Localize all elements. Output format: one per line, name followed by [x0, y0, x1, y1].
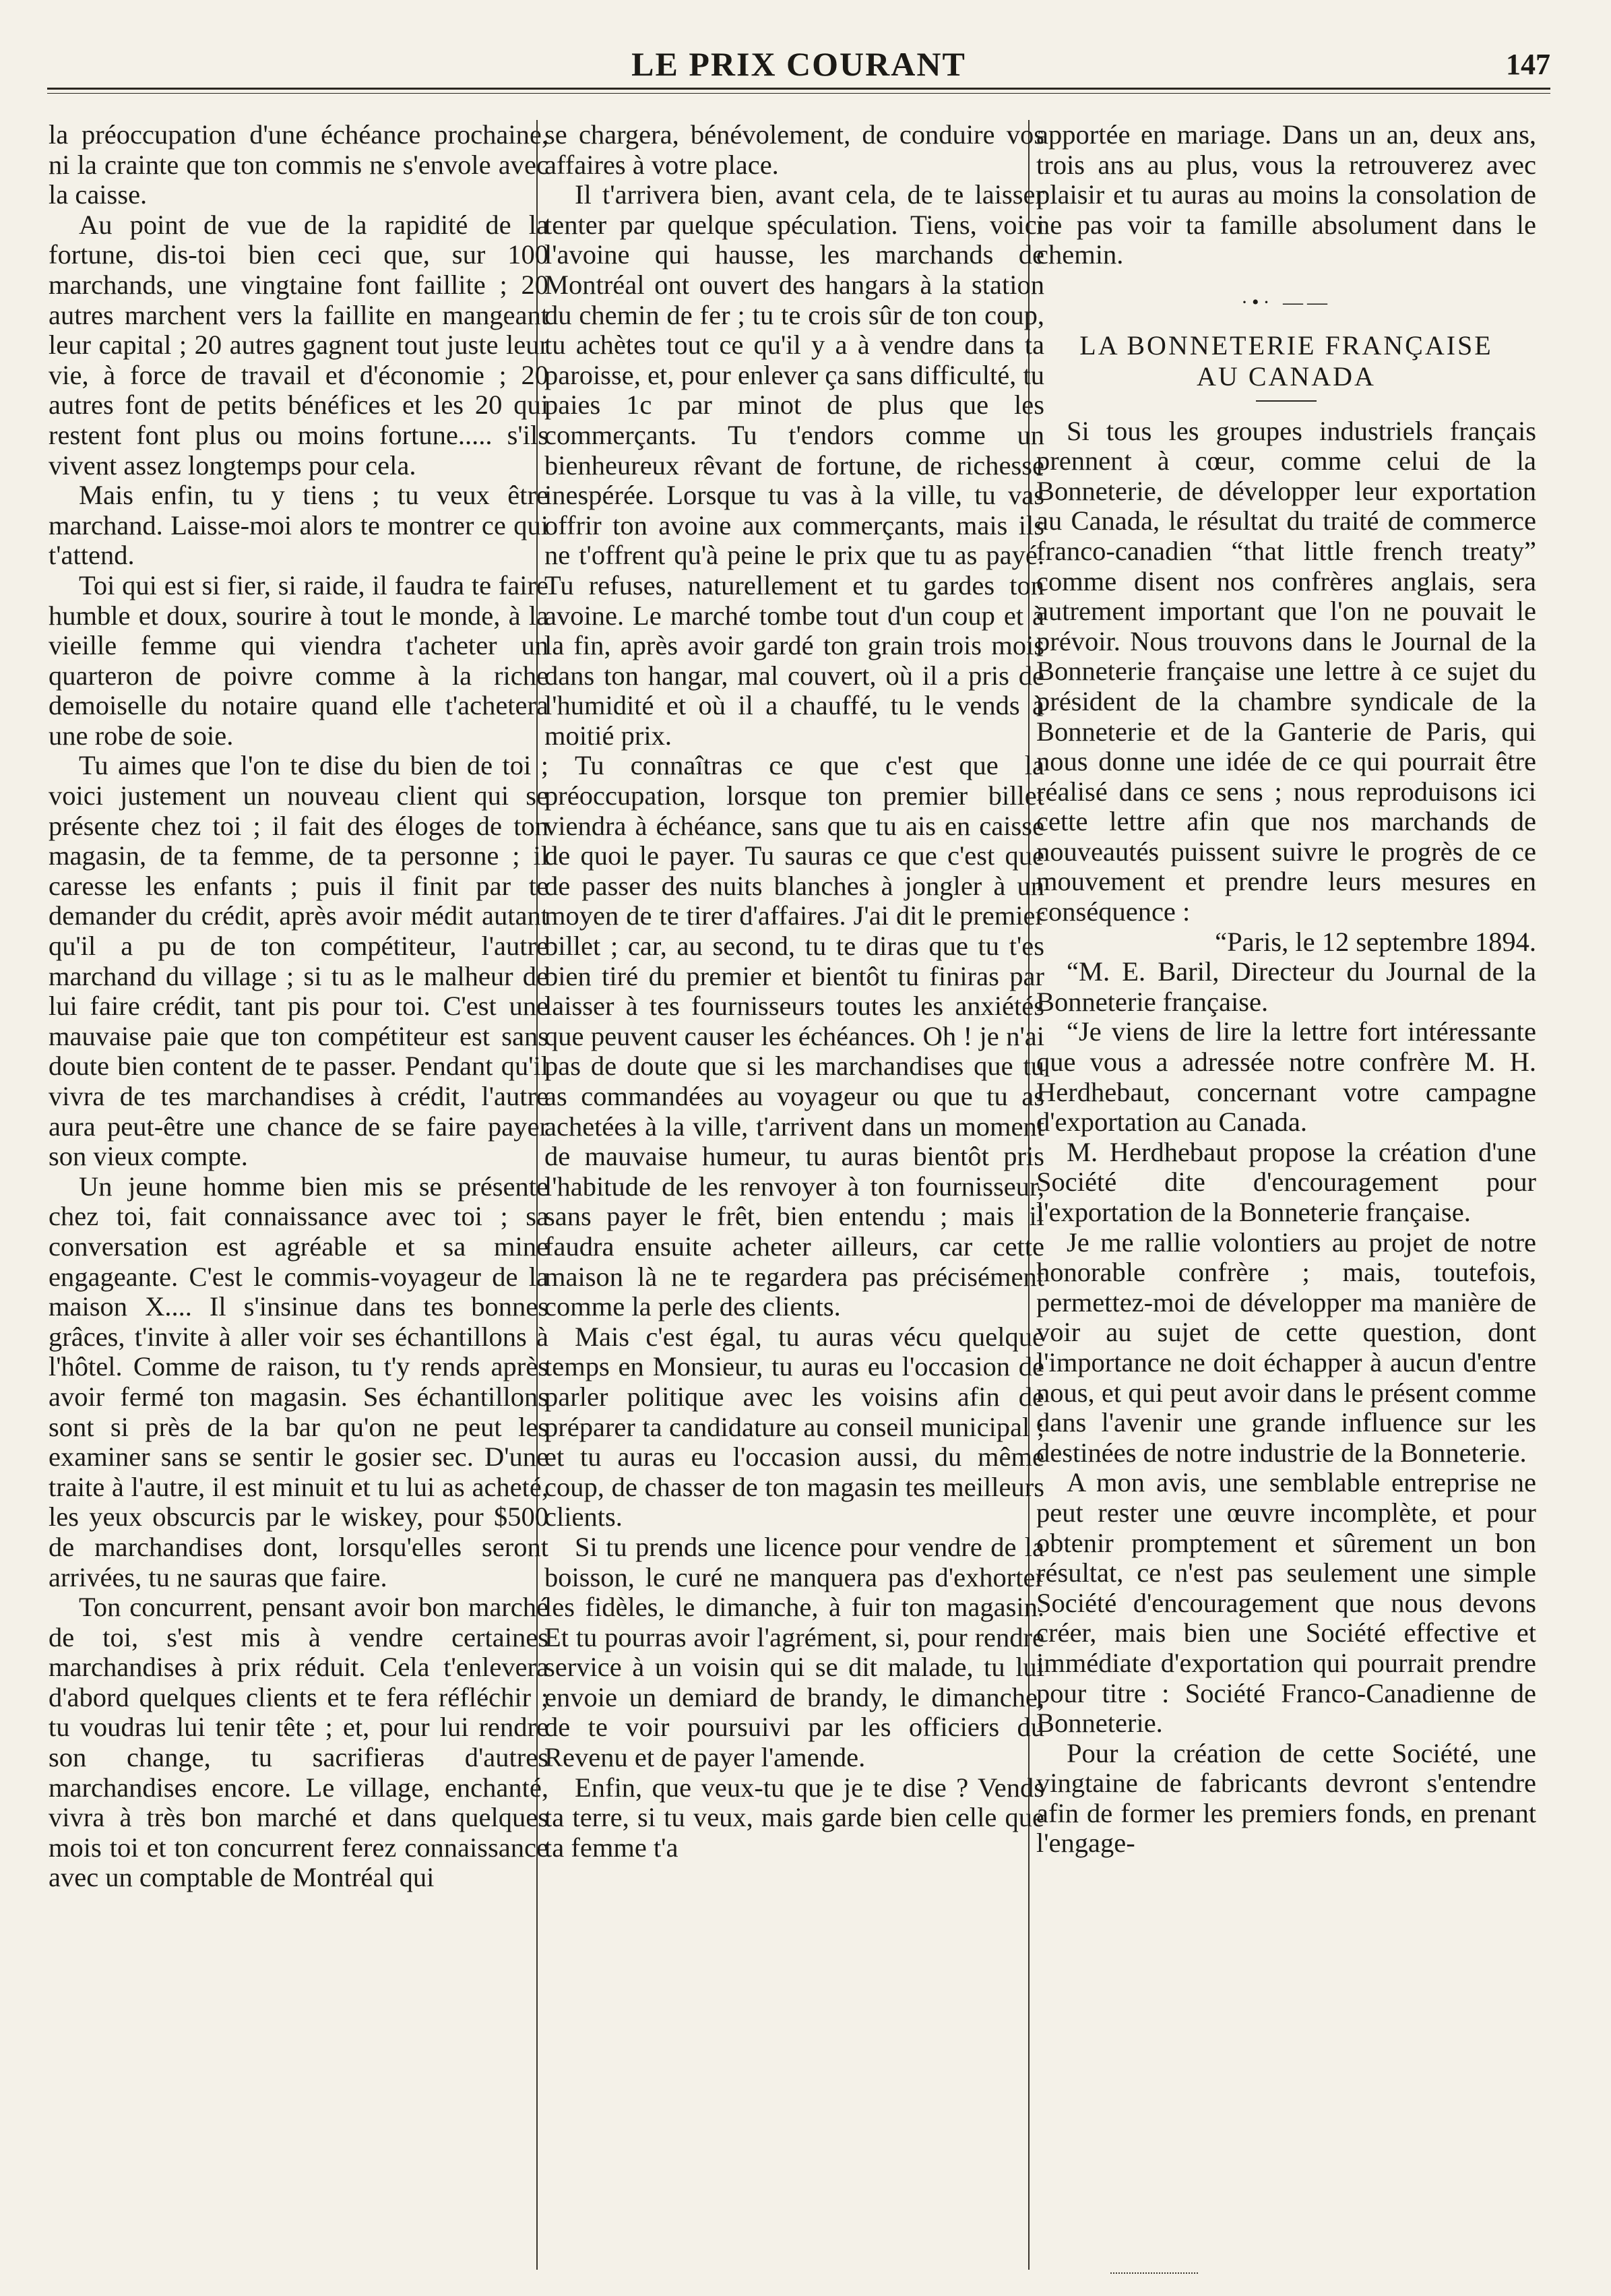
paragraph: A mon avis, une semblable entreprise ne peut rester une œuvre incomplète, et pour obtenir promptement et sûrement un bon résultat, ce n'est pas seulement une simple Société d'encouragement que nous devons créer, mais bien une Société effective et immédiate d'exportation qui pourrait prendre pour titre : Société Franco-Canadienne de Bonneterie. [1036, 1467, 1536, 1739]
paragraph: Tu connaîtras ce que c'est que la préoccupation, lorsque ton premier billet viendra à échéance, sans que tu ais en caisse de quoi le payer. Tu sauras ce que c'est que de passer des nuits blanches à jongler à un moyen de te tirer d'affaires. J'ai dit le premier billet ; car, au second, tu te diras que tu t'es bien tiré du premier et bientôt tu finiras par laisser à tes fournisseurs toutes les anxiétés que peuvent causer les échéances. Oh ! je n'ai pas de doute que si les marchandises que tu as commandées au voyageur ou que tu as achetées à la ville, t'arrivent dans un moment de mauvaise humeur, tu auras bientôt pris l'habitude de les renvoyer à ton fournisseur, sans payer le frêt, bien entendu ; mais il faudra ensuite acheter ailleurs, car cette maison là ne te regardera pas précisément comme la perle des clients. [544, 750, 1044, 1322]
paragraph: la préoccupation d'une échéance prochaine, ni la crainte que ton commis ne s'envole avec la caisse. [49, 120, 548, 210]
page-header [47, 39, 1550, 86]
paragraph: Je me rallie volontiers au projet de notre honorable confrère ; mais, toutefois, permettez-moi de développer ma manière de voir au sujet de cette question, dont l'importance ne doit échapper à aucun d'entre nous, et qui peut avoir dans le présent comme dans l'avenir une grande influence sur les destinées de notre industrie de la Bonneterie. [1036, 1227, 1536, 1468]
paragraph: Pour la création de cette Société, une vingtaine de fabricants devront s'entendre afin de former les premiers fonds, en prenant l'engage- [1036, 1737, 1536, 1859]
paragraph: Un jeune homme bien mis se présente chez toi, fait connaissance avec toi ; sa conversation est agréable et sa mine engageante. C'est le commis-voyageur de la maison X.... Il s'insinue dans tes bonnes grâces, t'invite à aller voir ses échantillons à l'hôtel. Comme de raison, tu t'y rends après avoir fermé ton magasin. Ses échantillons sont si près de la bar qu'on ne peut les examiner sans se sentir le gosier sec. D'une traite à l'autre, il est minuit et tu lui as acheté, les yeux obscurcis par le wiskey, pour $500 de marchandises dont, lorsqu'elles seront arrivées, tu ne sauras que faire. [49, 1171, 548, 1592]
paragraph: Mais c'est égal, tu auras vécu quelque temps en Monsieur, tu auras eu l'occasion de parler politique avec les voisins afin de préparer ta candidature au conseil municipal ; et tu auras eu l'occasion aussi, du même coup, de chasser de ton magasin tes meilleurs clients. [544, 1321, 1044, 1532]
paragraph: apportée en mariage. Dans un an, deux ans, trois ans au plus, vous la retrouverez avec plaisir et tu auras au moins la consolation de ne pas voir ta famille absolument dans le chemin. [1036, 120, 1536, 270]
paragraph: Il t'arrivera bien, avant cela, de te laisser tenter par quelque spéculation. Tiens, voici l'avoine qui hausse, les marchands de Montréal ont ouvert des hangars à la station du chemin de fer ; tu te crois sûr de ton coup, tu achètes tout ce qu'il y a à vendre dans ta paroisse, et, pour enlever ça sans difficulté, tu paies 1c par minot de plus que les commerçants. Tu t'endors comme un bienheureux rêvant de fortune, de richesse inespérée. Lorsque tu vas à la ville, tu vas offrir ton avoine aux commerçants, mais ils ne t'offrent qu'à peine le prix que tu as payé. Tu refuses, naturellement et tu gardes ton avoine. Le marché tombe tout d'un coup et à la fin, après avoir gardé ton grain trois mois dans ton hangar, mal couvert, où il a pris de l'humidité et où il a chauffé, tu le vends à moitié prix. [544, 179, 1044, 751]
paragraph: Toi qui est si fier, si raide, il faudra te faire humble et doux, sourire à tout le monde, à la vieille femme qui viendra t'acheter un quarteron de poivre comme à la riche demoiselle du notaire quand elle t'achetera une robe de soie. [49, 569, 548, 751]
header-rule [47, 88, 1550, 90]
letter-address: “M. E. Baril, Directeur du Journal de la Bonneterie française. [1036, 956, 1536, 1017]
headline-line-1: LA BONNETERIE FRANÇAISE [1079, 330, 1493, 361]
article-headline [1036, 330, 1536, 392]
headline-line-2: AU CANADA [1197, 361, 1376, 392]
column-2 [544, 120, 1044, 2263]
paragraph: Au point de vue de la rapidité de la fortune, dis-toi bien ceci que, sur 100 marchands, une vingtaine font faillite ; 20 autres marchent vers la faillite en mangeant leur capital ; 20 autres gagnent tout juste leur vie, à force de travail et d'économie ; 20 autres font de petits bénéfices et les 20 qui restent font plus ou moins fortune..... s'ils vivent assez longtemps pour cela. [49, 209, 548, 480]
publication-title: LE PRIX COURANT [631, 45, 966, 83]
headline-rule [1256, 400, 1317, 402]
paragraph: Si tu prends une licence pour vendre de la boisson, le curé ne manquera pas d'exhorter les fidèles, le dimanche, à fuir ton magasin. Et tu pourras avoir l'agrément, si, pour rendre service à un voisin qui se dit malade, tu lui envoie un demiard de brandy, le dimanche, de te voir poursuivi par les officiers du Revenu et de payer l'amende. [544, 1531, 1044, 1773]
paragraph: se chargera, bénévolement, de conduire vos affaires à votre place. [544, 120, 1044, 180]
section-separator: ·•· —— [1241, 290, 1331, 313]
letter-date: “Paris, le 12 septembre 1894. [1215, 926, 1536, 957]
paragraph: Enfin, que veux-tu que je te dise ? Vends ta terre, si tu veux, mais garde bien celle que ta femme t'a [544, 1772, 1044, 1863]
paragraph: Ton concurrent, pensant avoir bon marché de toi, s'est mis à vendre certaines marchandises à prix réduit. Cela t'enlevera d'abord quelques clients et te fera réfléchir ; tu voudras lui tenir tête ; et, pour lui rendre son change, tu sacrifieras d'autres marchandises encore. Le village, enchanté, vivra à très bon marché et dans quelques mois toi et ton concurrent ferez connaissance avec un comptable de Montréal qui [49, 1592, 548, 1893]
page-number: 147 [1506, 48, 1550, 81]
column-1 [49, 120, 548, 2263]
paragraph: Si tous les groupes industriels français prennent à cœur, comme celui de la Bonneterie, de développer leur exportation au Canada, le résultat du traité de commerce franco-canadien “that little french treaty” comme disent nos confrères anglais, sera autrement important que l'on ne pouvait le prévoir. Nous trouvons dans le Journal de la Bonneterie française une lettre à ce sujet du président de la chambre syndicale de la Bonneterie et de la Ganterie de Paris, qui nous donne une idée de ce qui pourrait être réalisé dans ce sens ; nous reproduisons ici cette lettre afin que nos marchands de nouveautés puissent suivre le progrès de ce mouvement et prendre leurs mesures en conséquence : [1036, 415, 1536, 927]
paragraph: Mais enfin, tu y tiens ; tu veux être marchand. Laisse-moi alors te montrer ce qui t'attend. [49, 480, 548, 571]
header-rule-thin [47, 93, 1550, 94]
footer-ornament [1110, 2272, 1198, 2274]
paragraph: “Je viens de lire la lettre fort intéressante que vous a adressée notre confrère M. H. Herdhebaut, concernant votre campagne d'exportation au Canada. [1036, 1016, 1536, 1138]
paragraph: Tu aimes que l'on te dise du bien de toi ; voici justement un nouveau client qui se présente chez toi ; il fait des éloges de ton magasin, de ta femme, de ta personne ; il caresse les enfants ; puis il finit par te demander du crédit, après avoir médit autant qu'il a pu de ton compétiteur, l'autre marchand du village ; si tu as le malheur de lui faire crédit, tant pis pour toi. C'est une mauvaise paie que ton compétiteur est sans doute bien content de te passer. Pendant qu'il vivra de tes marchandises à crédit, l'autre aura peut-être une chance de se faire payer son vieux compte. [49, 750, 548, 1172]
column-3 [1036, 120, 1536, 2263]
paragraph: M. Herdhebaut propose la création d'une Société dite d'encouragement pour l'exportation de la Bonneterie française. [1036, 1136, 1536, 1227]
